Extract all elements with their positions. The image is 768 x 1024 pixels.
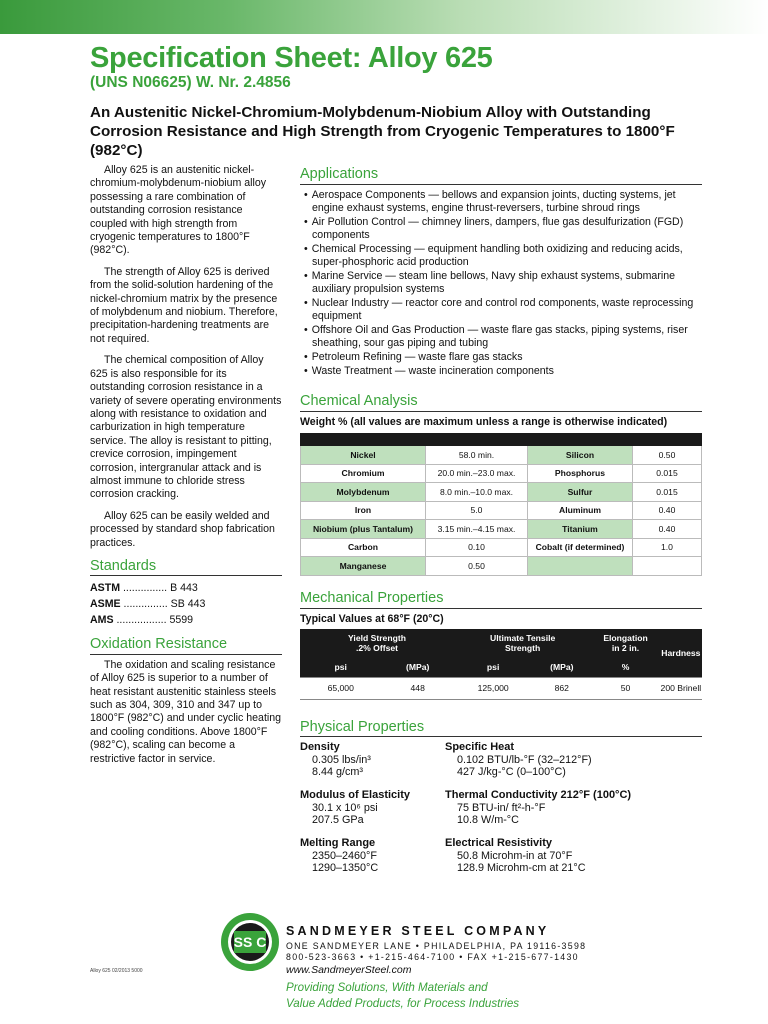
leader-dots: ...............	[120, 598, 171, 611]
property-value: 0.102 BTU/lb-°F (32–212°F)	[457, 753, 592, 766]
logo-letters: SS C	[233, 934, 267, 950]
element-value: 3.15 min.–4.15 max.	[426, 520, 528, 539]
element-value: 8.0 min.–10.0 max.	[426, 483, 528, 502]
physical-heading: Physical Properties	[300, 721, 702, 737]
modulus-block	[300, 789, 410, 827]
property-value: 30.1 x 10⁶ psi	[312, 801, 378, 814]
thermal-block	[445, 789, 631, 827]
property-label: Density	[300, 741, 340, 753]
table-row	[300, 677, 702, 699]
element-value: 58.0 min.	[426, 446, 528, 465]
element-value	[633, 557, 702, 576]
element-name: Silicon	[528, 446, 633, 465]
unit-label: psi	[454, 657, 532, 677]
chemical-heading: Chemical Analysis	[300, 393, 702, 412]
melting-block	[300, 837, 378, 875]
chemical-table	[300, 433, 702, 576]
standard-value: B 443	[170, 582, 198, 595]
unit-label: (MPa)	[381, 657, 454, 677]
property-label: Specific Heat	[445, 741, 515, 753]
applications-list	[300, 189, 702, 378]
application-item: • Air Pollution Control — chimney liners, dampers, flue gas desulfurization (FGD) components	[300, 216, 702, 242]
property-label: Modulus of Elasticity	[300, 789, 411, 801]
elongation-header: Elongation in 2 in.	[591, 629, 659, 657]
element-value: 0.015	[633, 464, 702, 483]
table-row	[301, 557, 702, 576]
property-value: 1290–1350°C	[312, 862, 379, 875]
unit-label: psi	[300, 657, 381, 677]
table-row	[301, 538, 702, 557]
property-value: 10.8 W/m-°C	[457, 814, 519, 827]
element-name: Nickel	[301, 446, 426, 465]
standard-name: ASTM	[90, 582, 121, 595]
applications-section	[300, 166, 702, 379]
density-block	[300, 741, 371, 779]
application-item: • Aerospace Components — bellows and expansion joints, ducting systems, jet engine exhaust systems, engine thrust-reversers, turbine shroud rings	[300, 189, 702, 215]
mechanical-subheading: Typical Values at 68°F (20°C)	[300, 613, 444, 625]
table-row	[301, 483, 702, 502]
page-title: Specification Sheet: Alloy 625	[90, 42, 493, 74]
chemical-section	[300, 393, 702, 576]
standard-name: AMS	[90, 614, 114, 627]
element-name: Sulfur	[528, 483, 633, 502]
element-name: Titanium	[528, 520, 633, 539]
element-name: Iron	[301, 501, 426, 520]
property-value: 427 J/kg-°C (0–100°C)	[457, 766, 566, 779]
standard-row	[90, 596, 282, 612]
document-id: Alloy 625 02/2013 5000	[90, 968, 143, 974]
application-item: • Nuclear Industry — reactor core and control rod components, waste reprocessing equipment	[300, 297, 702, 323]
standard-value: SB 443	[170, 598, 206, 611]
company-name: SANDMEYER STEEL COMPANY	[286, 924, 550, 938]
tagline-line: Value Added Products, for Process Industries	[286, 996, 520, 1010]
application-item: • Waste Treatment — waste incineration components	[300, 365, 702, 378]
property-label: Thermal Conductivity 212°F (100°C)	[445, 789, 632, 801]
physical-section	[300, 721, 702, 881]
table-header-bar	[301, 434, 702, 446]
element-name: Cobalt (if determined)	[528, 538, 633, 557]
element-value: 0.015	[633, 483, 702, 502]
element-value: 5.0	[426, 501, 528, 520]
property-value: 75 BTU-in/ ft²-h-°F	[457, 801, 546, 814]
tagline-line: Providing Solutions, With Materials and	[286, 981, 488, 994]
mechanical-table	[300, 629, 702, 700]
element-name	[528, 557, 633, 576]
hardness-header: Hardness	[660, 629, 702, 677]
elongation-value: 50	[591, 677, 659, 699]
application-item: • Chemical Processing — equipment handling both oxidizing and reducing acids, super-phosphoric acid production	[300, 243, 702, 269]
intro-paragraph: The chemical composition of Alloy 625 is also responsible for its outstanding corrosion resistance in a variety of severe operating environments along with resistance to oxidation and carburization in high temperature service. The alloy is resistant to pitting, crevice corrosion, impingement corrosion, intergranular attack and is almost immune to chloride stress corrosion cracking.	[90, 354, 282, 501]
element-value: 1.0	[633, 538, 702, 557]
element-name: Chromium	[301, 464, 426, 483]
table-row	[301, 501, 702, 520]
property-label: Melting Range	[300, 837, 376, 849]
yield-psi: 65,000	[300, 677, 381, 699]
standard-value: 5599	[169, 614, 194, 627]
company-phones: 800-523-3663 • +1-215-464-7100 • FAX +1-215-677-1430	[286, 952, 579, 962]
element-value: 20.0 min.–23.0 max.	[426, 464, 528, 483]
unit-label: %	[591, 657, 659, 677]
uts-psi: 125,000	[454, 677, 532, 699]
mechanical-section	[300, 590, 702, 700]
uts-header: Ultimate Tensile Strength	[454, 629, 591, 657]
element-value: 0.50	[426, 557, 528, 576]
element-value: 0.40	[633, 520, 702, 539]
element-name: Carbon	[301, 538, 426, 557]
page-subtitle: (UNS N06625) W. Nr. 2.4856	[90, 74, 291, 91]
property-value: 2350–2460°F	[312, 849, 377, 862]
hardness-value: 200 Brinell	[660, 677, 702, 699]
table-units-row	[300, 657, 702, 677]
specific-heat-block	[445, 741, 592, 779]
left-column	[90, 164, 282, 774]
leader-dots: ...............	[120, 582, 171, 595]
property-value: 207.5 GPa	[312, 814, 364, 827]
element-value: 0.50	[633, 446, 702, 465]
mechanical-heading: Mechanical Properties	[300, 590, 702, 609]
application-item: • Marine Service — steam line bellows, Navy ship exhaust systems, submarine auxiliary propulsion systems	[300, 270, 702, 296]
property-value: 50.8 Microhm-in at 70°F	[457, 849, 573, 862]
application-item: • Offshore Oil and Gas Production — waste flare gas stacks, piping systems, riser sheathing, sour gas piping and tubing	[300, 324, 702, 350]
applications-heading: Applications	[300, 166, 702, 185]
intro-paragraph: The strength of Alloy 625 is derived from the solid-solution hardening of the nickel-chromium matrix by the presence of molybdenum and niobium. Therefore, precipitation-hardening treatments are not required.	[90, 265, 278, 345]
yield-header: Yield Strength .2% Offset	[300, 629, 454, 657]
company-logo	[220, 912, 280, 972]
chemical-subheading: Weight % (all values are maximum unless a range is otherwise indicated)	[300, 416, 668, 428]
unit-label: (MPa)	[532, 657, 591, 677]
application-item: • Petroleum Refining — waste flare gas stacks	[300, 351, 702, 364]
element-name: Phosphorus	[528, 464, 633, 483]
uts-mpa: 862	[532, 677, 591, 699]
company-address: ONE SANDMEYER LANE • PHILADELPHIA, PA 19116-3598	[286, 941, 587, 951]
element-name: Niobium (plus Tantalum)	[301, 520, 426, 539]
standard-row	[90, 612, 282, 628]
standard-name: ASME	[90, 598, 121, 611]
intro-paragraph: Alloy 625 is an austenitic nickel-chromium-molybdenum-niobium alloy possessing a rare combination of outstanding corrosion resistance coupled with high strength from cryogenic temperatures to 1800°F (982°C).	[90, 164, 267, 257]
property-value: 0.305 lbs/in³	[312, 753, 371, 766]
standards-heading: Standards	[90, 560, 282, 576]
property-value: 128.9 Microhm-cm at 21°C	[457, 862, 586, 875]
standard-row	[90, 580, 282, 596]
element-value: 0.10	[426, 538, 528, 557]
element-name: Aluminum	[528, 501, 633, 520]
property-value: 8.44 g/cm³	[312, 766, 364, 779]
oxidation-heading: Oxidation Resistance	[90, 638, 282, 654]
company-tagline	[286, 980, 519, 1011]
table-row	[301, 446, 702, 465]
yield-mpa: 448	[381, 677, 454, 699]
element-value: 0.40	[633, 501, 702, 520]
table-header-row	[300, 629, 702, 657]
company-website-link[interactable]: www.SandmeyerSteel.com	[286, 964, 412, 976]
element-name: Manganese	[301, 557, 426, 576]
headline: An Austenitic Nickel-Chromium-Molybdenum-Niobium Alloy with Outstanding Corrosion Resistance and High Strength from Cryogenic Temperatures to 1800°F (982°C)	[90, 104, 675, 159]
table-row	[301, 464, 702, 483]
oxidation-text: The oxidation and scaling resistance of Alloy 625 is superior to a number of heat resistant austenitic stainless steels such as 304, 309, 310 and 347 up to 1800°F (982°C) and under cyclic heating and cooling conditions. Above 1800°F (982°C), scaling can become a restrictive factor in service.	[90, 658, 282, 765]
property-label: Electrical Resistivity	[445, 837, 553, 849]
intro-paragraph: Alloy 625 can be easily welded and processed by standard shop fabrication practices.	[90, 509, 275, 549]
leader-dots: .................	[113, 614, 170, 627]
element-name: Molybdenum	[301, 483, 426, 502]
top-gradient-bar	[0, 0, 768, 34]
resistivity-block	[445, 837, 586, 875]
table-row	[301, 520, 702, 539]
